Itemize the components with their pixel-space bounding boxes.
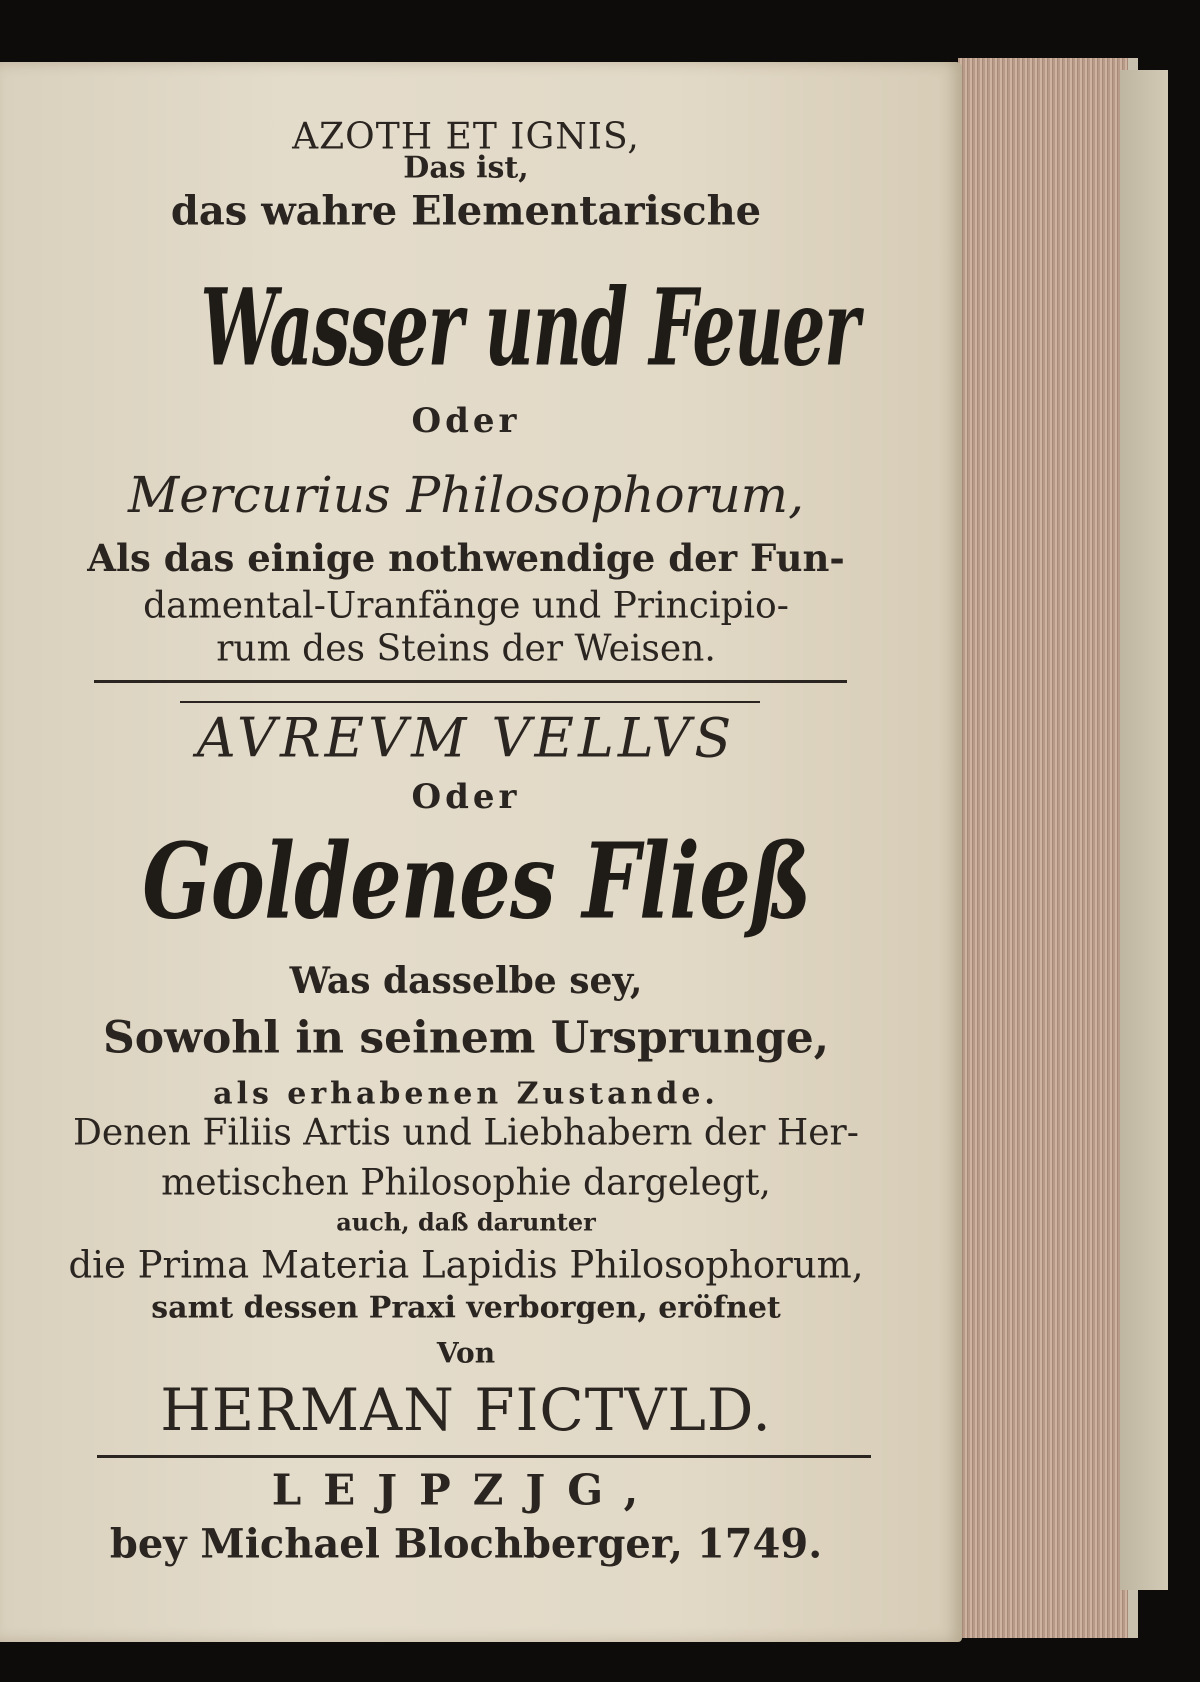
title-line-zustande: als erhabenen Zustande. [213,1076,719,1112]
title-line-rum-des-steins: rum des Steins der Weisen. [216,628,716,670]
title-line-das-ist: Das ist, [403,150,529,186]
title-line-oder-2: Oder [411,777,521,817]
title-line-samt-dessen: samt dessen Praxi verborgen, eröfnet [151,1290,781,1326]
title-line-was-dasselbe: Was dasselbe sey, [289,960,643,1002]
page-edges [958,58,1138,1638]
divider-rule-imprint [97,1455,871,1458]
author-name: HERMAN FICTVLD. [160,1376,772,1444]
title-line-auch: auch, daß darunter [336,1207,596,1237]
title-line-elementarische: das wahre Elementarische [170,187,762,235]
divider-rule-bottom [180,701,760,703]
title-line-oder-1: Oder [411,401,521,441]
book-cover-edge [1120,70,1168,1590]
title-line-prima-materia: die Prima Materia Lapidis Philosophorum, [68,1243,864,1287]
title-line-aureum-vellus: AVREVM VELLVS [196,706,736,770]
title-line-denen-filiis: Denen Filiis Artis und Liebhabern der Her- [73,1112,859,1154]
title-main-goldenes-fliess: Goldenes Fließ [142,819,811,943]
title-line-damental: damental-Uranfänge und Principio- [143,585,789,627]
title-line-azoth: AZOTH ET IGNIS, [292,116,640,158]
imprint-city: LEJPZJG, [271,1465,661,1515]
title-line-metischen: metischen Philosophie dargelegt, [161,1162,771,1204]
title-line-als-das: Als das einige nothwendige der Fun- [87,536,845,580]
divider-rule-top [94,680,847,683]
imprint-publisher-year: bey Michael Blochberger, 1749. [109,1520,823,1568]
title-line-mercurius: Mercurius Philosophorum, [128,466,804,524]
title-line-von: Von [436,1336,496,1370]
title-line-sowohl: Sowohl in seinem Ursprunge, [102,1012,830,1064]
title-main-wasser-feuer: Wasser und Feuer [200,264,859,390]
